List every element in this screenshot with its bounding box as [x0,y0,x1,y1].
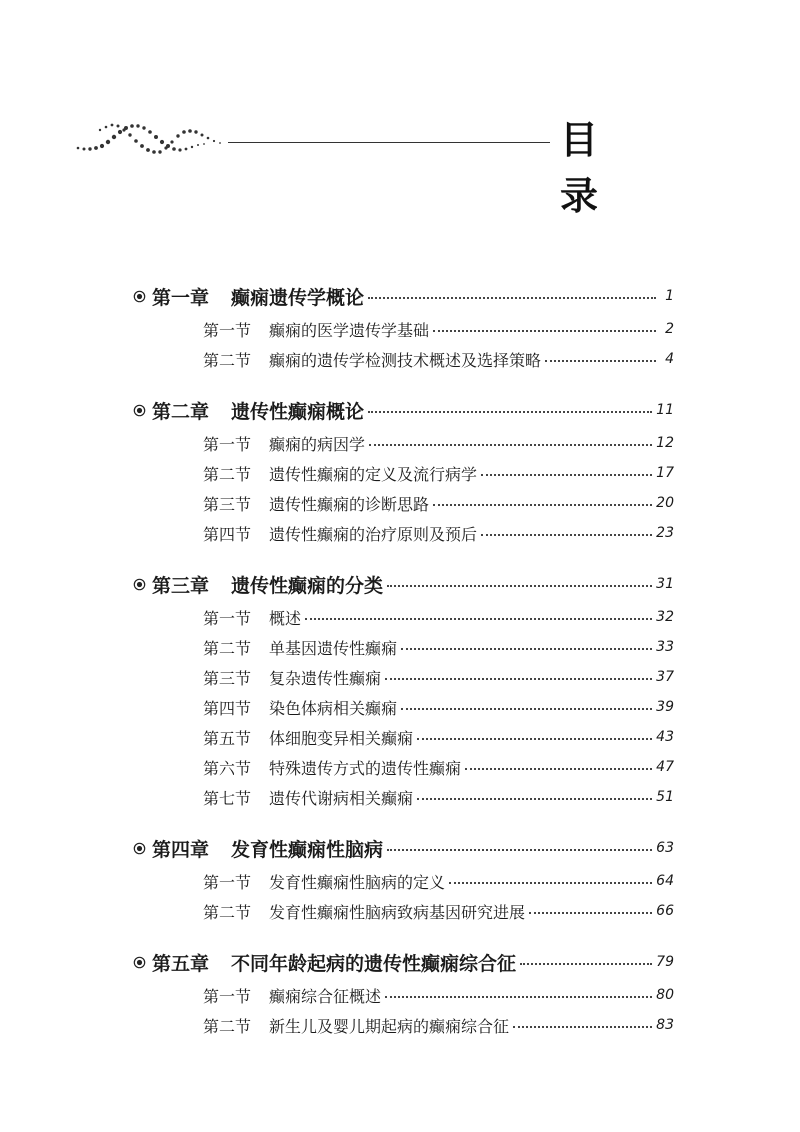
toc-section-row[interactable] [203,344,674,374]
chapter-number: 第四章 [152,838,210,861]
chapter-number: 第五章 [152,952,210,975]
section-page-number: 23 [656,525,674,541]
section-page-number: 12 [656,435,674,451]
section-number: 第五节 [203,728,252,748]
section-page-number: 37 [656,669,674,685]
dot-leader [433,330,656,332]
section-title: 遗传性癫痫的定义及流行病学 [269,464,478,484]
chapter-title: 遗传性癫痫的分类 [231,574,384,597]
section-number: 第二节 [203,1016,252,1036]
section-number: 第三节 [203,494,252,514]
circle-bullet-icon [132,841,146,855]
section-title: 新生儿及婴儿期起病的癫痫综合征 [269,1016,510,1036]
section-title: 癫痫的病因学 [269,434,366,454]
section-title: 癫痫综合征概述 [269,986,382,1006]
section-page-number: 83 [656,1017,674,1033]
section-number: 第二节 [203,902,252,922]
dot-leader [545,360,656,362]
section-number: 第六节 [203,758,252,778]
chapter-page-number: 11 [656,402,674,418]
dot-leader [369,444,652,446]
chapter-title: 发育性癫痫性脑病 [231,838,384,861]
circle-bullet-icon [132,955,146,969]
section-title: 特殊遗传方式的遗传性癫痫 [269,758,462,778]
dot-leader [481,474,652,476]
section-number: 第四节 [203,524,252,544]
dot-leader [385,996,652,998]
toc-section-row[interactable] [203,518,674,548]
section-title: 复杂遗传性癫痫 [269,668,382,688]
toc-section-row[interactable] [203,722,674,752]
dot-leader [449,882,652,884]
section-title: 发育性癫痫性脑病致病基因研究进展 [269,902,526,922]
section-page-number: 39 [656,699,674,715]
dot-leader [520,963,652,965]
toc-chapter-row[interactable] [132,944,674,980]
section-number: 第二节 [203,464,252,484]
dot-leader [385,678,652,680]
dot-leader [513,1026,652,1028]
toc-section-row[interactable] [203,428,674,458]
section-title: 染色体病相关癫痫 [269,698,398,718]
section-title: 癫痫的医学遗传学基础 [269,320,430,340]
toc-section-row[interactable] [203,866,674,896]
chapter-title: 不同年龄起病的遗传性癫痫综合征 [231,952,517,975]
dotted-wave-ornament-icon [70,112,230,172]
toc-section-row[interactable] [203,980,674,1010]
toc-chapter-row[interactable] [132,278,674,314]
dot-leader [401,708,652,710]
page-title: 目 录 [560,117,633,218]
section-number: 第三节 [203,668,252,688]
chapter-page-number: 79 [656,954,674,970]
dot-leader [387,585,652,587]
dot-leader [417,798,652,800]
section-title: 概述 [269,608,302,628]
section-page-number: 4 [665,351,674,367]
section-page-number: 66 [656,903,674,919]
dot-leader [401,648,652,650]
section-number: 第一节 [203,986,252,1006]
toc-section-row[interactable] [203,314,674,344]
chapter-page-number: 63 [656,840,674,856]
section-number: 第二节 [203,638,252,658]
section-page-number: 43 [656,729,674,745]
toc-section-row[interactable] [203,602,674,632]
toc-section-row[interactable] [203,692,674,722]
section-title: 单基因遗传性癫痫 [269,638,398,658]
toc-section-row[interactable] [203,458,674,488]
section-page-number: 33 [656,639,674,655]
toc-section-row[interactable] [203,632,674,662]
section-page-number: 32 [656,609,674,625]
section-page-number: 20 [656,495,674,511]
section-number: 第二节 [203,350,252,370]
dot-leader [465,768,652,770]
section-page-number: 51 [656,789,674,805]
circle-bullet-icon [132,577,146,591]
toc-chapter-row[interactable] [132,566,674,602]
toc-chapter-row[interactable] [132,830,674,866]
section-page-number: 47 [656,759,674,775]
chapter-page-number: 31 [656,576,674,592]
section-number: 第一节 [203,872,252,892]
section-title: 遗传代谢病相关癫痫 [269,788,414,808]
section-number: 第一节 [203,320,252,340]
section-page-number: 80 [656,987,674,1003]
dot-leader [417,738,652,740]
dot-leader [529,912,652,914]
chapter-title: 遗传性癫痫概论 [231,400,365,423]
section-number: 第一节 [203,434,252,454]
chapter-title: 癫痫遗传学概论 [231,286,365,309]
section-title: 发育性癫痫性脑病的定义 [269,872,446,892]
section-title: 遗传性癫痫的诊断思路 [269,494,430,514]
toc-chapter-row[interactable] [132,392,674,428]
dot-leader [387,849,652,851]
page-header [0,0,800,218]
section-page-number: 2 [665,321,674,337]
section-title: 遗传性癫痫的治疗原则及预后 [269,524,478,544]
dot-leader [368,297,656,299]
toc-section-row[interactable] [203,1010,674,1040]
section-page-number: 17 [656,465,674,481]
section-page-number: 64 [656,873,674,889]
toc-section-row[interactable] [203,896,674,926]
circle-bullet-icon [132,403,146,417]
toc-section-row[interactable] [203,662,674,692]
dot-leader [368,411,652,413]
dot-leader [433,504,652,506]
chapter-number: 第一章 [152,286,210,309]
circle-bullet-icon [132,289,146,303]
dot-leader [305,618,652,620]
dot-leader [481,534,652,536]
chapter-number: 第三章 [152,574,210,597]
toc-section-row[interactable] [203,488,674,518]
header-divider-line [228,142,550,143]
section-number: 第四节 [203,698,252,718]
section-number: 第一节 [203,608,252,628]
section-title: 癫痫的遗传学检测技术概述及选择策略 [269,350,542,370]
section-number: 第七节 [203,788,252,808]
toc-section-row[interactable] [203,752,674,782]
toc-section-row[interactable] [203,782,674,812]
section-title: 体细胞变异相关癫痫 [269,728,414,748]
chapter-page-number: 1 [665,288,674,304]
chapter-number: 第二章 [152,400,210,423]
